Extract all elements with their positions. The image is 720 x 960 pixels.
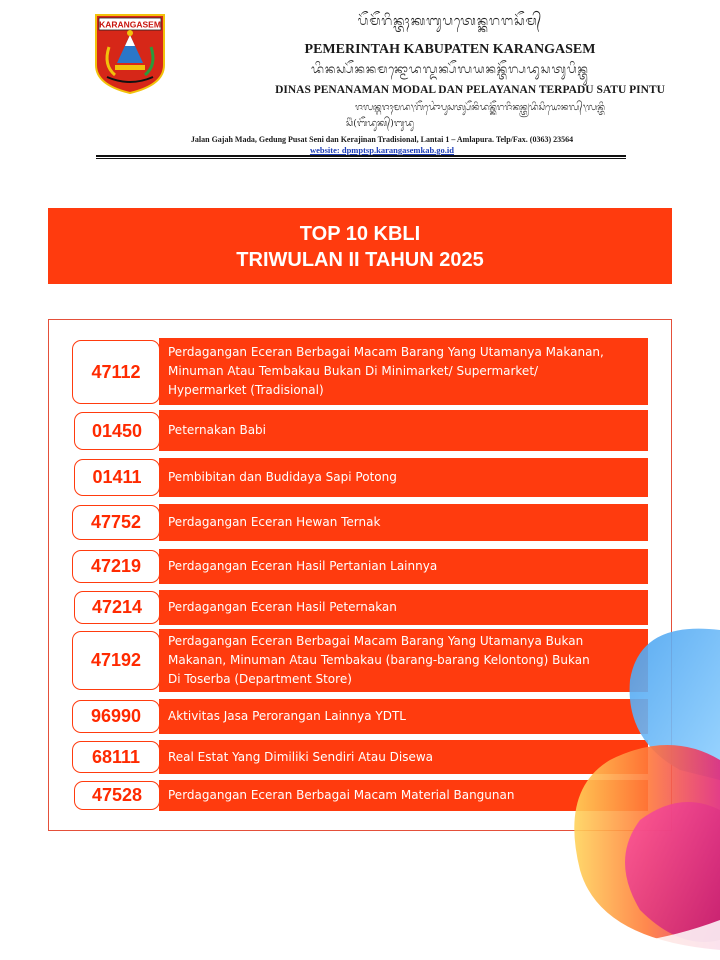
kbli-code: 96990 xyxy=(72,700,160,733)
decorative-swirl xyxy=(440,620,720,960)
department-name: DINAS PENANAMAN MODAL DAN PELAYANAN TERPADU SATU PINTU xyxy=(275,84,665,96)
kbli-description-line: Perdagangan Eceran Hasil Pertanian Lainnya xyxy=(168,559,438,573)
title-banner xyxy=(48,208,672,284)
kbli-code: 01411 xyxy=(74,459,160,496)
kbli-description-line: Peternakan Babi xyxy=(168,423,267,437)
balinese-script-line-3: ᬚᬮᬦ᭄ᬕᬚᬄᬫᬤ᭞ᬕᭂᬤᭀᬂᬧᬸᬲᬢ᭄ᬲᭂᬦᬶᬤᬦ᭄ᬓᭂᬭᬚᬶᬦᬦ᭄ᬢ᭄ᬭᬤᬶᬲᬶᬬᭀᬦᬮ᭄᭞ᬮᬦ᭄ᬢᬶ xyxy=(355,103,605,113)
kbli-description-line: Aktivitas Jasa Perorangan Lainnya YDTL xyxy=(168,709,406,723)
header-rule-top xyxy=(96,155,626,157)
kbli-code: 47112 xyxy=(72,340,160,404)
kbli-description-line: Hypermarket (Tradisional) xyxy=(168,383,324,397)
kbli-description xyxy=(159,504,648,541)
kbli-description xyxy=(159,338,648,405)
header-rule-bottom xyxy=(96,158,626,159)
balinese-script-line-1: ᬧᭂᬫᭂᬭᬶᬦ᭄ᬢᬄᬓᬩᬸᬧᬢᬾᬦ᭄ᬓᬭᬗᬲᭂᬫ᭄ xyxy=(357,14,543,29)
balinese-script-line-2: ᬤᬶᬦᬲ᭄ᬧᭂᬦᬦᬫᬦ᭄ᬫᭀᬤᬮ᭄ᬤᬦ᭄ᬧᭂᬮᬬᬦᬦ᭄ᬢᭂᬭ᭄ᬧᬤᬸᬲᬢᬸᬧᬶᬦ᭄ᬢᬸ xyxy=(311,62,589,76)
kbli-description xyxy=(159,458,648,497)
kbli-code: 47214 xyxy=(74,591,160,624)
kbli-description-line: Perdagangan Eceran Hewan Ternak xyxy=(168,515,381,529)
kbli-code: 01450 xyxy=(74,412,160,450)
kbli-description xyxy=(159,410,648,451)
logo-text: KARANGASEM xyxy=(99,19,161,30)
kbli-description-line: Perdagangan Eceran Berbagai Macam Material Bangunan xyxy=(168,788,515,802)
website-link[interactable]: website: dpmptsp.karangasemkab.go.id xyxy=(309,145,455,155)
title-line-2: TRIWULAN II TAHUN 2025 xyxy=(236,249,484,271)
kbli-description-line: Di Toserba (Department Store) xyxy=(168,672,352,686)
kbli-description-line: Perdagangan Eceran Berbagai Macam Barang Yang Utamanya Bukan xyxy=(168,634,584,648)
kbli-description-line: Pembibitan dan Budidaya Sapi Potong xyxy=(168,470,397,484)
kbli-description-line: Minuman Atau Tembakau Bukan Di Minimarket/ Supermarket/ xyxy=(168,364,539,378)
balinese-script-line-4: ᬲᬶᬂ(ᬩᭂᬤᬸᬓ᭄)ᬩᬸᬤᬸ xyxy=(346,119,414,129)
kbli-code: 47752 xyxy=(72,505,160,540)
kbli-description-line: Real Estat Yang Dimiliki Sendiri Atau Disewa xyxy=(168,749,434,764)
kbli-code: 68111 xyxy=(72,741,160,773)
kbli-code: 47192 xyxy=(72,631,160,690)
kbli-description-line: Perdagangan Eceran Berbagai Macam Barang Yang Utamanya Makanan, xyxy=(168,345,604,359)
kbli-code: 47219 xyxy=(72,550,160,583)
kbli-description xyxy=(159,549,648,584)
title-line-1: TOP 10 KBLI xyxy=(299,223,421,245)
office-address: Jalan Gajah Mada, Gedung Pusat Seni dan Kerajinan Tradisional, Lantai 1 – Amlapura. Telp/Fax. (0363) 23564 xyxy=(190,135,574,144)
government-name: PEMERINTAH KABUPATEN KARANGASEM xyxy=(304,42,596,57)
kbli-code: 47528 xyxy=(74,781,160,810)
kbli-description-line: Makanan, Minuman Atau Tembakau (barang-barang Kelontong) Bukan xyxy=(168,653,590,667)
kbli-description-line: Perdagangan Eceran Hasil Peternakan xyxy=(168,600,397,614)
